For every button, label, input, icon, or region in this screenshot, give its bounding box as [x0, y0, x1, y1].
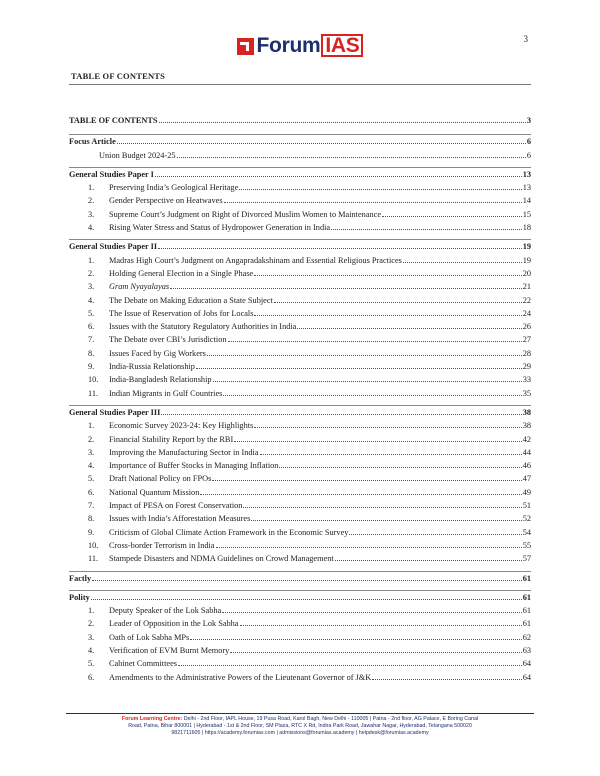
- toc-entry-title: Draft National Policy on FPOs: [109, 474, 212, 484]
- toc-entry-title: Amendments to the Administrative Powers of the Lieutenant Governor of J&K: [109, 672, 372, 682]
- toc-leader-dots: [222, 606, 521, 613]
- toc-entry-title: The Issue of Reservation of Jobs for Locals: [109, 308, 254, 318]
- toc-entry-title: Issues with the Statutory Regulatory Authorities in India: [109, 322, 297, 332]
- toc-entry-number: 2.: [88, 196, 95, 206]
- toc-entry[interactable]: [69, 435, 531, 448]
- toc-entry-page: 57: [522, 554, 531, 564]
- logo-ias-text: IAS: [321, 34, 363, 57]
- footer-label: Forum Learning Centre:: [121, 716, 183, 722]
- toc-entry-page: 38: [522, 421, 531, 431]
- toc-entry[interactable]: [69, 448, 531, 461]
- toc-entry-page: 28: [522, 348, 531, 358]
- toc-entry-title: Stampede Disasters and NDMA Guidelines on Crowd Management: [109, 554, 334, 564]
- toc-entry-title: Cabinet Committees: [109, 659, 177, 669]
- toc-entry-title: Focus Article: [69, 137, 116, 147]
- toc-entry[interactable]: [69, 296, 531, 309]
- toc-leader-dots: [349, 528, 521, 535]
- toc-entry[interactable]: [69, 183, 531, 196]
- toc-entry-page: 19: [522, 242, 531, 252]
- toc-entry-number: 6.: [88, 672, 95, 682]
- toc-entry[interactable]: [69, 673, 531, 686]
- toc-entry-page: 21: [522, 282, 531, 292]
- toc-leader-dots: [212, 474, 521, 481]
- toc-entry-number: 11.: [88, 388, 99, 398]
- toc-entry-title: Polity: [69, 592, 90, 602]
- toc-entry[interactable]: [69, 646, 531, 659]
- toc-entry-page: 15: [522, 209, 531, 219]
- toc-leader-dots: [92, 574, 522, 581]
- toc-leader-dots: [403, 256, 522, 263]
- toc-entry-title: Gram Nyayalayas: [109, 282, 170, 292]
- toc-leader-dots: [159, 116, 526, 123]
- toc-entry-title: National Quantum Mission: [109, 487, 200, 497]
- toc-leader-dots: [234, 435, 521, 442]
- toc-entry-title: TABLE OF CONTENTS: [69, 116, 158, 125]
- toc-entry-page: 42: [522, 434, 531, 444]
- toc-entry[interactable]: [69, 375, 531, 388]
- toc-entry-title: Madras High Court’s Judgment on Angapradakshinam and Essential Religious Practices: [109, 255, 402, 265]
- table-of-contents: [69, 116, 531, 686]
- toc-leader-dots: [178, 659, 522, 666]
- toc-entry-title: India-Russia Relationship: [109, 362, 195, 372]
- page-header-title: TABLE OF CONTENTS: [71, 71, 166, 81]
- toc-entry-title: General Studies Paper II: [69, 242, 158, 252]
- toc-entry-number: 3.: [88, 282, 95, 292]
- toc-entry-page: 26: [522, 322, 531, 332]
- toc-entry-title: Verification of EVM Burnt Memory: [109, 645, 230, 655]
- toc-leader-dots: [161, 408, 521, 415]
- toc-entry-number: 10.: [88, 540, 99, 550]
- toc-entry-page: 20: [522, 268, 531, 278]
- toc-entry[interactable]: [69, 405, 531, 421]
- toc-entry-page: 55: [522, 540, 531, 550]
- toc-entry[interactable]: [69, 134, 531, 150]
- logo-arrow-icon: [237, 38, 254, 55]
- toc-leader-dots: [91, 593, 522, 600]
- toc-entry[interactable]: [69, 256, 531, 269]
- toc-leader-dots: [254, 309, 521, 316]
- toc-entry-title: Criticism of Global Climate Action Framework in the Economic Survey: [109, 527, 349, 537]
- toc-entry-title: India-Bangladesh Relationship: [109, 375, 212, 385]
- toc-entry-title: Improving the Manufacturing Sector in India: [109, 447, 259, 457]
- toc-entry-page: 49: [522, 487, 531, 497]
- toc-entry-number: 1.: [88, 255, 95, 265]
- toc-entry-page: 35: [522, 388, 531, 398]
- toc-entry-title: Factly: [69, 573, 92, 583]
- toc-leader-dots: [243, 501, 521, 508]
- toc-entry[interactable]: [69, 474, 531, 487]
- toc-entry-title: Importance of Buffer Stocks in Managing Inflation: [109, 461, 279, 471]
- toc-entry-page: 44: [522, 447, 531, 457]
- toc-entry-title: Deputy Speaker of the Lok Sabha: [109, 606, 222, 616]
- toc-entry[interactable]: [69, 116, 531, 129]
- toc-entry-number: 1.: [88, 606, 95, 616]
- toc-entry-number: 8.: [88, 514, 95, 524]
- toc-entry-number: 4.: [88, 223, 95, 233]
- toc-entry[interactable]: [69, 362, 531, 375]
- toc-leader-dots: [382, 210, 522, 217]
- toc-leader-dots: [158, 242, 522, 249]
- toc-entry-title: Oath of Lok Sabha MPs: [109, 632, 190, 642]
- toc-entry-number: 7.: [88, 501, 95, 511]
- toc-entry-page: 14: [522, 196, 531, 206]
- toc-entry[interactable]: [69, 389, 531, 402]
- toc-leader-dots: [117, 137, 526, 144]
- toc-entry-page: 63: [522, 645, 531, 655]
- toc-leader-dots: [279, 461, 521, 468]
- toc-entry-page: 18: [522, 223, 531, 233]
- toc-entry-title: Preserving India’s Geological Heritage: [109, 183, 239, 193]
- toc-entry-page: 13: [522, 169, 531, 179]
- toc-entry-title: General Studies Paper I: [69, 169, 154, 179]
- toc-entry[interactable]: [69, 335, 531, 348]
- toc-leader-dots: [216, 541, 522, 548]
- toc-entry-title: Indian Migrants in Gulf Countries: [109, 388, 223, 398]
- toc-entry-page: 62: [522, 632, 531, 642]
- toc-entry-page: 47: [522, 474, 531, 484]
- toc-leader-dots: [190, 633, 522, 640]
- toc-entry-title: General Studies Paper III: [69, 407, 161, 417]
- toc-entry[interactable]: [69, 541, 531, 554]
- toc-entry[interactable]: [69, 590, 531, 606]
- toc-entry-number: 2.: [88, 619, 95, 629]
- toc-entry-page: 38: [522, 407, 531, 417]
- toc-leader-dots: [170, 282, 522, 289]
- toc-entry-page: 27: [522, 335, 531, 345]
- toc-entry-number: 5.: [88, 659, 95, 669]
- toc-leader-dots: [228, 335, 522, 342]
- toc-entry-page: 6: [526, 137, 531, 147]
- toc-entry-number: 6.: [88, 487, 95, 497]
- toc-entry-page: 46: [522, 461, 531, 471]
- toc-entry-number: 9.: [88, 527, 95, 537]
- toc-entry-number: 7.: [88, 335, 95, 345]
- toc-entry[interactable]: [69, 210, 531, 223]
- toc-leader-dots: [213, 375, 522, 382]
- footer-line-2: Road, Patna, Bihar 800001 | Hyderabad - 1st & 2nd Floor, SM Plaza, RTC X Rd, Indira Park Road, Jawahar Nagar, Hyderabad, Telangana 500020: [128, 723, 472, 730]
- toc-leader-dots: [240, 619, 522, 626]
- toc-leader-dots: [207, 349, 522, 356]
- toc-entry-number: 5.: [88, 308, 95, 318]
- toc-leader-dots: [200, 488, 521, 495]
- toc-entry-number: 1.: [88, 421, 95, 431]
- toc-entry-page: 64: [522, 672, 531, 682]
- toc-entry-number: 11.: [88, 554, 99, 564]
- toc-leader-dots: [223, 389, 521, 396]
- toc-entry-number: 8.: [88, 348, 95, 358]
- toc-entry-page: 61: [522, 606, 531, 616]
- toc-leader-dots: [274, 296, 522, 303]
- toc-entry[interactable]: [69, 501, 531, 514]
- toc-entry[interactable]: [69, 571, 531, 587]
- footer-divider: [66, 713, 534, 714]
- brand-logo: [0, 34, 600, 58]
- toc-entry-title: Issues with India’s Afforestation Measures: [109, 514, 251, 524]
- toc-entry-number: 2.: [88, 268, 95, 278]
- toc-entry-title: Cross-border Terrorism in India: [109, 540, 215, 550]
- toc-entry-page: 6: [526, 150, 531, 160]
- toc-leader-dots: [224, 196, 522, 203]
- toc-entry-title: Union Budget 2024-25: [99, 150, 176, 160]
- toc-entry[interactable]: [69, 151, 531, 164]
- toc-entry[interactable]: [69, 633, 531, 646]
- toc-entry-page: 19: [522, 255, 531, 265]
- toc-entry-number: 6.: [88, 322, 95, 332]
- toc-leader-dots: [177, 151, 526, 158]
- toc-entry-page: 33: [522, 375, 531, 385]
- toc-entry[interactable]: [69, 282, 531, 295]
- toc-entry-title: Rising Water Stress and Status of Hydropower Generation in India: [109, 223, 331, 233]
- toc-entry-title: The Debate on Making Education a State Subject: [109, 295, 273, 305]
- logo-forum-text: Forum: [256, 34, 321, 57]
- toc-entry-number: 4.: [88, 295, 95, 305]
- toc-entry-number: 9.: [88, 362, 95, 372]
- toc-entry-page: 24: [522, 308, 531, 318]
- page-number: 3: [523, 34, 528, 44]
- toc-entry-page: 51: [522, 501, 531, 511]
- toc-entry[interactable]: [69, 421, 531, 434]
- toc-entry[interactable]: [69, 554, 531, 567]
- toc-leader-dots: [254, 269, 521, 276]
- toc-entry[interactable]: [69, 239, 531, 255]
- toc-entry-page: 29: [522, 362, 531, 372]
- toc-entry[interactable]: [69, 514, 531, 527]
- toc-leader-dots: [251, 514, 521, 521]
- toc-entry-number: 3.: [88, 209, 95, 219]
- toc-leader-dots: [335, 554, 522, 561]
- toc-entry-page: 52: [522, 514, 531, 524]
- toc-entry[interactable]: [69, 196, 531, 209]
- toc-entry-number: 5.: [88, 474, 95, 484]
- toc-entry[interactable]: [69, 309, 531, 322]
- toc-leader-dots: [230, 646, 521, 653]
- toc-leader-dots: [260, 448, 522, 455]
- toc-entry-page: 13: [522, 183, 531, 193]
- toc-entry[interactable]: [69, 269, 531, 282]
- toc-entry-number: 4.: [88, 461, 95, 471]
- toc-entry[interactable]: [69, 528, 531, 541]
- toc-entry-number: 1.: [88, 183, 95, 193]
- toc-entry[interactable]: [69, 488, 531, 501]
- toc-leader-dots: [155, 170, 522, 177]
- toc-entry-number: 3.: [88, 632, 95, 642]
- footer-line-3[interactable]: 9821711605 | https://academy.forumias.com | admissions@forumias.academy | helpdesk@forumias.academy: [171, 730, 429, 737]
- toc-entry[interactable]: [69, 349, 531, 362]
- toc-entry[interactable]: [69, 619, 531, 632]
- toc-entry-title: Financial Stability Report by the RBI: [109, 434, 234, 444]
- toc-entry-title: Impact of PESA on Forest Conservation: [109, 501, 243, 511]
- toc-entry-number: 2.: [88, 434, 95, 444]
- footer: [66, 716, 534, 738]
- toc-leader-dots: [196, 362, 522, 369]
- toc-entry-page: 61: [522, 619, 531, 629]
- toc-entry-number: 10.: [88, 375, 99, 385]
- toc-leader-dots: [254, 421, 521, 428]
- toc-entry-title: Economic Survey 2023-24: Key Highlights: [109, 421, 254, 431]
- toc-entry-title: Issues Faced by Gig Workers: [109, 348, 206, 358]
- toc-entry-title: Supreme Court’s Judgment on Right of Divorced Muslim Women to Maintenance: [109, 209, 382, 219]
- toc-entry-title: Leader of Opposition in the Lok Sabha: [109, 619, 239, 629]
- header-divider: [69, 84, 531, 85]
- toc-entry-page: 64: [522, 659, 531, 669]
- toc-leader-dots: [239, 183, 521, 190]
- toc-entry-number: 4.: [88, 645, 95, 655]
- toc-entry-title: The Debate over CBI’s Jurisdiction: [109, 335, 227, 345]
- footer-line-1: Delhi - 2nd Floor, IAPL House, 19 Pusa Road, Karol Bagh, New Delhi - 110005 | Patna - 2nd floor, AG Palace, E Boring Canal: [183, 716, 479, 722]
- toc-entry-page: 61: [522, 592, 531, 602]
- toc-entry-page: 61: [522, 573, 531, 583]
- toc-entry-title: Holding General Election in a Single Phase: [109, 268, 254, 278]
- toc-entry-page: 22: [522, 295, 531, 305]
- toc-entry[interactable]: [69, 606, 531, 619]
- toc-entry-page: 54: [522, 527, 531, 537]
- toc-entry[interactable]: [69, 167, 531, 183]
- toc-entry[interactable]: [69, 461, 531, 474]
- toc-entry-title: Gender Perspective on Heatwaves: [109, 196, 223, 206]
- toc-entry[interactable]: [69, 223, 531, 236]
- toc-leader-dots: [297, 322, 521, 329]
- toc-leader-dots: [331, 223, 522, 230]
- toc-entry-number: 3.: [88, 447, 95, 457]
- toc-entry[interactable]: [69, 322, 531, 335]
- toc-leader-dots: [372, 673, 521, 680]
- toc-entry[interactable]: [69, 659, 531, 672]
- toc-entry-page: 3: [526, 116, 531, 125]
